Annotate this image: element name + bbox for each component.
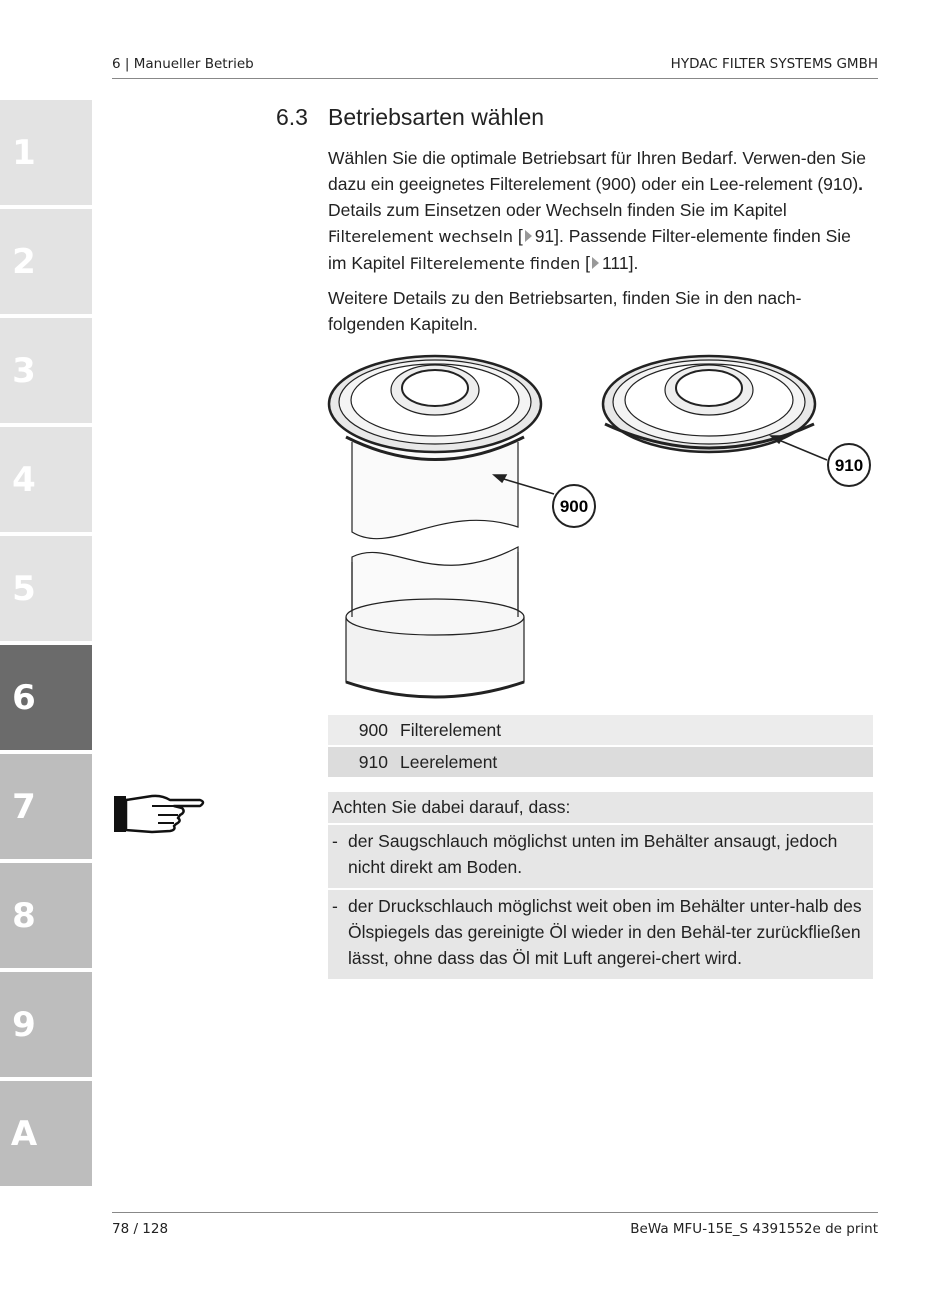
- chapter-tab-7[interactable]: 7: [0, 754, 92, 859]
- section-number: 6.3: [276, 104, 308, 130]
- document-id: BeWa MFU-15E_S 4391552e de print: [630, 1221, 878, 1237]
- intro-text-c: [: [512, 226, 523, 246]
- legend-number: 900: [358, 719, 388, 740]
- chapter-tab-4[interactable]: 4: [0, 427, 92, 532]
- filter-element-900-drawing: [329, 356, 541, 697]
- empty-element-910-drawing: [603, 356, 815, 452]
- page-header: [112, 54, 878, 79]
- company-name: HYDAC FILTER SYSTEMS GMBH: [670, 56, 878, 72]
- intro-text-b: Details zum Einsetzen oder Wechseln finden Sie im Kapitel: [328, 200, 787, 220]
- chapter-tab-a[interactable]: A: [0, 1081, 92, 1186]
- legend-row: [328, 747, 873, 777]
- page-ref-111[interactable]: 111: [601, 253, 629, 273]
- note-item: [328, 890, 873, 979]
- chapter-tab-1[interactable]: 1: [0, 100, 92, 205]
- section-title: Betriebsarten wählen: [328, 104, 545, 130]
- chapter-tab-6[interactable]: 6: [0, 645, 92, 750]
- page-number: 78 / 128: [112, 1221, 169, 1237]
- link-filterelement-wechseln[interactable]: Filterelement wechseln: [328, 227, 513, 246]
- chapter-tab-9[interactable]: 9: [0, 972, 92, 1077]
- note-item-text: der Saugschlauch möglichst unten im Behälter ansaugt, jedoch nicht direkt am Boden.: [348, 831, 838, 877]
- filter-element-figure: [322, 342, 882, 712]
- legend-label: Filterelement: [400, 719, 502, 740]
- page-footer: [112, 1212, 878, 1237]
- figure-legend: [328, 715, 873, 779]
- bullet-dash: -: [332, 831, 338, 851]
- intro-text-f: ].: [628, 253, 639, 273]
- callout-910-label: 910: [834, 456, 864, 475]
- section-heading: [276, 104, 544, 131]
- chapter-tab-3[interactable]: 3: [0, 318, 92, 423]
- legend-label: Leerelement: [400, 751, 498, 772]
- link-filterelemente-finden[interactable]: Filterelemente finden: [409, 254, 581, 273]
- bullet-dash: -: [332, 896, 338, 916]
- intro-text-d: ]. Passende Filter-elemente finden Sie im Kapitel: [328, 226, 851, 273]
- chapter-tab-8[interactable]: 8: [0, 863, 92, 968]
- chapter-label: 6 | Manueller Betrieb: [112, 56, 254, 72]
- intro-text-e: [: [580, 253, 590, 273]
- chapter-tab-5[interactable]: 5: [0, 536, 92, 641]
- callout-900-label: 900: [559, 497, 589, 516]
- chapter-tab-2[interactable]: 2: [0, 209, 92, 314]
- page-ref-arrow-icon: [525, 230, 532, 242]
- details-paragraph: Weitere Details zu den Betriebsarten, finden Sie in den nach-folgenden Kapiteln.: [328, 288, 802, 334]
- page-ref-arrow-icon: [592, 257, 599, 269]
- intro-dot: .: [858, 174, 864, 194]
- note-box: [328, 792, 873, 981]
- note-heading: Achten Sie dabei darauf, dass:: [328, 792, 873, 823]
- chapter-tabs: [0, 100, 92, 1190]
- note-item-text: der Druckschlauch möglichst weit oben im Behälter unter-halb des Ölspiegels das gereinigte Öl wieder in den Behäl-ter zurückfließen lässt, ohne dass das Öl mit Luft angerei-chert wird.: [348, 896, 862, 968]
- intro-paragraph: [328, 145, 868, 277]
- page-ref-91[interactable]: 91: [534, 226, 555, 246]
- legend-number: 910: [358, 751, 388, 772]
- legend-row: [328, 715, 873, 745]
- note-item: [328, 825, 873, 888]
- intro-text-a: Wählen Sie die optimale Betriebsart für Ihren Bedarf. Verwen-den Sie dazu ein geeignetes Filterelement (900) oder ein Lee-relement (910): [328, 148, 866, 194]
- pointing-hand-icon: [112, 790, 208, 838]
